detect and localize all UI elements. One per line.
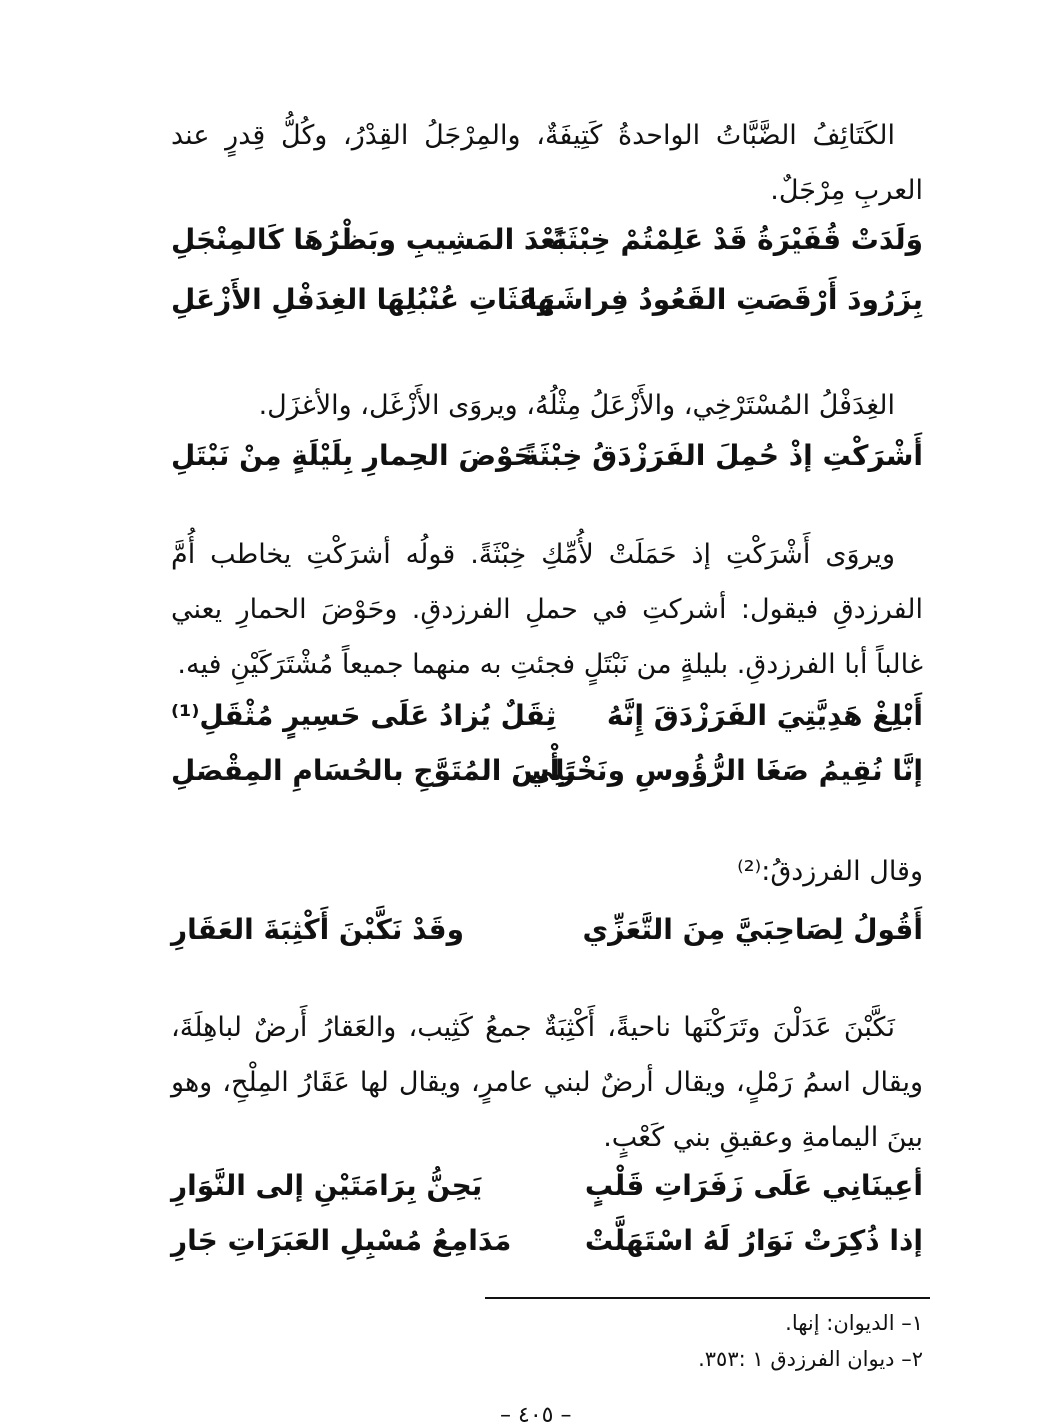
verse-hemistich-second: وقَدْ نَكَّبْنَ أَكْثِبَةَ العَقَارِ bbox=[171, 913, 465, 946]
paragraph-commentary-2: الغِدَفْلُ المُسْتَرْخِي، والأَزْعَلُ مِثْلُهُ، ويروَى الأَزْغَل، والأغزَل. bbox=[258, 390, 895, 421]
verse-line-1 bbox=[171, 214, 923, 266]
verse-hemistich-first: إنَّا نُقِيمُ صَغَا الرُّؤُوسِ ونَخْتَلِي bbox=[525, 754, 923, 787]
verse-line-5 bbox=[171, 745, 923, 797]
verse-line-2 bbox=[171, 274, 923, 326]
footnote-2: ٢– ديوان الفرزدق ١ :٣٥٣. bbox=[698, 1347, 923, 1371]
verse-hemistich-first: أعِينَانِي عَلَى زَفَرَاتِ قَلْبٍ bbox=[584, 1169, 923, 1202]
verse-hemistich-first: إذا ذُكِرَتْ نَوَارُ لَهُ اسْتَهَلَّتْ bbox=[584, 1224, 923, 1257]
page-number: – ٤٠٥ – bbox=[500, 1403, 572, 1428]
verse-line-7 bbox=[171, 1160, 923, 1212]
verse-line-3 bbox=[171, 430, 923, 482]
poem-introduction: وقال الفرزدقُ:⁽²⁾ bbox=[737, 856, 923, 887]
footnote-separator bbox=[485, 1297, 930, 1299]
verse-hemistich-second: حَوْضَ الحِمارِ بِلَيْلَةٍ مِنْ نَبْتَلِ bbox=[171, 439, 534, 472]
verse-hemistich-second: مَدَامِعُ مُسْبِلِ العَبَرَاتِ جَارِ bbox=[171, 1224, 512, 1257]
verse-hemistich-first: أَشْرَكْتِ إذْ حُمِلَ الفَرَزْدَقُ خِبْثَةً bbox=[522, 439, 923, 472]
paragraph-commentary-1: الكَتَائِفُ الضَّبَّاتُ الواحدةُ كَتِيفَةٌ، والمِرْجَلُ القِدْرُ، وكُلُّ قِدرٍ عند العربِ مِرْجَلٌ. bbox=[171, 120, 923, 206]
verse-hemistich-first: أَبْلِغْ هَدِيَّتِيَ الفَرَزْدَقَ إِنَّهُ bbox=[606, 699, 923, 732]
verse-hemistich-second: بَعْدَ المَشِيبِ وبَظْرُهَا كَالمِنْجَلِ bbox=[171, 223, 567, 256]
verse-hemistich-second: يَحِنُّ بِرَامَتَيْنِ إلى النَّوَارِ bbox=[171, 1169, 483, 1202]
verse-hemistich-second: رَعَثَاتِ عُنْبُلِهَا الغِدَفْلِ الأَزْعَلِ bbox=[171, 283, 555, 316]
verse-line-6 bbox=[171, 904, 923, 956]
verse-hemistich-second: ثِقَلٌ يُزادُ عَلَى حَسِيرٍ مُثْقَلِ⁽¹⁾ bbox=[171, 699, 557, 732]
verse-line-8 bbox=[171, 1215, 923, 1267]
footnote-1: ١– الديوان: إنها. bbox=[785, 1311, 923, 1335]
paragraph-commentary-3: ويروَى أَشْرَكْتِ إذ حَمَلَتْ لأُمِّكِ خِبْثَةً. قولُه أشرَكْتِ يخاطب أُمَّ الفرزدقِ فيقول: أشركتِ في حملِ الفرزدقِ. وحَوْضَ الحمارِ يعني غالباً أبا الفرزدقِ. بليلةٍ من نَبْتَلٍ فجئتِ به منهما جميعاً مُشْتَرَكَيْنِ فيه. bbox=[171, 539, 923, 680]
verse-hemistich-second: رَأْسَ المُتَوَّجِ بالحُسَامِ المِقْصَلِ bbox=[171, 754, 576, 787]
verse-hemistich-first: وَلَدَتْ قُفَيْرَةُ قَدْ عَلِمْتُمْ خِبْثَةً bbox=[550, 223, 923, 256]
paragraph-commentary-4: نَكَّبْنَ عَدَلْنَ وتَرَكْنَها ناحيةً، أَكْثِبَةٌ جمعُ كَثِيب، والعَقارُ أَرضٌ لباهِلَةَ، ويقال اسمُ رَمْلٍ، ويقال أرضٌ لبني عامرٍ، ويقال لها عَقَارُ المِلْحِ، وهو بينَ اليمامةِ وعقيقِ بني كَعْبٍ. bbox=[171, 1012, 923, 1153]
verse-hemistich-first: بِزَرُودَ أَرْقَصَتِ القَعُودُ فِراشَها bbox=[526, 283, 923, 316]
verse-line-4 bbox=[171, 690, 923, 742]
verse-hemistich-first: أَقُولُ لِصَاحِبَيَّ مِنَ التَّعَزِّي bbox=[582, 913, 923, 946]
